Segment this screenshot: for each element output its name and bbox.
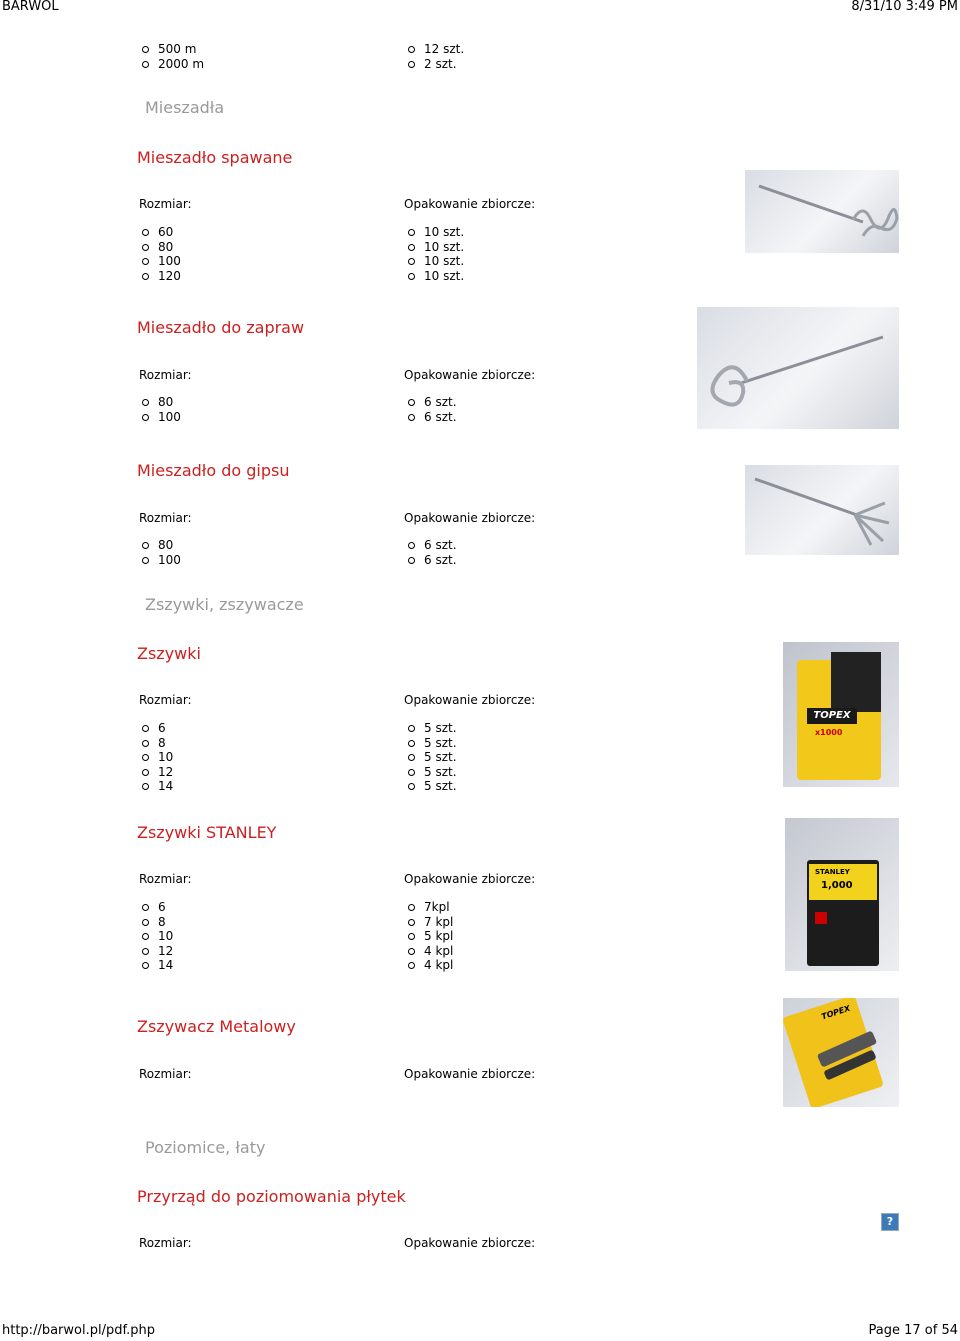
list-item: 10 szt. (403, 240, 464, 255)
size-list (137, 225, 181, 283)
product-title: Zszywki STANLEY (137, 823, 277, 842)
missing-image-icon: ? (881, 1213, 899, 1231)
list-item: 6 szt. (403, 553, 457, 568)
list-item: 12 (137, 765, 173, 780)
top-pack-list (403, 42, 464, 71)
product-title: Zszywki (137, 644, 201, 663)
size-list (137, 538, 181, 567)
category-heading-levels: Poziomice, łaty (145, 1138, 266, 1157)
list-item: 6 (137, 721, 173, 736)
header-title: BARWOL (2, 0, 59, 14)
list-item: 2000 m (137, 57, 204, 72)
mixer-plaster-photo (745, 465, 899, 555)
list-item: 80 (137, 240, 181, 255)
staple-count: x1000 (815, 728, 843, 737)
pack-label: Opakowanie zbiorcze: (404, 1067, 536, 1081)
list-item: 2 szt. (403, 57, 464, 72)
pack-list (403, 395, 457, 424)
product-title: Zszywacz Metalowy (137, 1017, 296, 1036)
size-label: Rozmiar: (139, 511, 192, 525)
pack-label: Opakowanie zbiorcze: (404, 1236, 536, 1250)
pack-label: Opakowanie zbiorcze: (404, 511, 536, 525)
list-item: 10 szt. (403, 254, 464, 269)
pack-list (403, 900, 453, 973)
pack-list (403, 721, 457, 794)
pack-list (403, 225, 464, 283)
list-item: 80 (137, 538, 181, 553)
size-label: Rozmiar: (139, 1067, 192, 1081)
pack-list (403, 538, 457, 567)
list-item: 100 (137, 553, 181, 568)
product-title: Przyrząd do poziomowania płytek (137, 1187, 406, 1206)
list-item: 7kpl (403, 900, 453, 915)
topex-logo: TOPEX (807, 708, 857, 724)
list-item: 4 kpl (403, 944, 453, 959)
pack-label: Opakowanie zbiorcze: (404, 368, 536, 382)
list-item: 7 kpl (403, 915, 453, 930)
list-item: 6 szt. (403, 395, 457, 410)
stanley-staples-box (785, 818, 899, 971)
list-item: 5 szt. (403, 750, 457, 765)
list-item: 8 (137, 915, 173, 930)
list-item: 14 (137, 958, 173, 973)
topex-staples-box (783, 642, 899, 787)
footer-url: http://barwol.pl/pdf.php (2, 1323, 155, 1338)
size-list (137, 900, 173, 973)
mixer-mortar-photo (697, 307, 899, 429)
list-item: 5 szt. (403, 779, 457, 794)
size-list (137, 721, 173, 794)
list-item: 12 szt. (403, 42, 464, 57)
list-item: 6 szt. (403, 410, 457, 425)
list-item: 500 m (137, 42, 204, 57)
list-item: 5 szt. (403, 721, 457, 736)
product-title: Mieszadło spawane (137, 148, 293, 167)
topex-stapler-pack (783, 998, 899, 1107)
list-item: 100 (137, 254, 181, 269)
list-item: 8 (137, 736, 173, 751)
list-item: 5 szt. (403, 736, 457, 751)
list-item: 6 szt. (403, 538, 457, 553)
list-item: 4 kpl (403, 958, 453, 973)
list-item: 10 szt. (403, 269, 464, 284)
list-item: 5 kpl (403, 929, 453, 944)
size-label: Rozmiar: (139, 197, 192, 211)
pack-label: Opakowanie zbiorcze: (404, 693, 536, 707)
size-label: Rozmiar: (139, 872, 192, 886)
list-item: 120 (137, 269, 181, 284)
list-item: 10 (137, 929, 173, 944)
size-label: Rozmiar: (139, 368, 192, 382)
list-item: 12 (137, 944, 173, 959)
list-item: 80 (137, 395, 181, 410)
header-datetime: 8/31/10 3:49 PM (851, 0, 958, 14)
pack-label: Opakowanie zbiorcze: (404, 197, 536, 211)
list-item: 14 (137, 779, 173, 794)
top-size-list (137, 42, 204, 71)
size-label: Rozmiar: (139, 693, 192, 707)
footer-page-number: Page 17 of 54 (868, 1323, 958, 1338)
size-list (137, 395, 181, 424)
list-item: 6 (137, 900, 173, 915)
category-heading-mixers: Mieszadła (145, 98, 225, 117)
staple-count: 1,000 (821, 880, 853, 891)
size-label: Rozmiar: (139, 1236, 192, 1250)
category-heading-staples: Zszywki, zszywacze (145, 595, 304, 614)
list-item: 10 (137, 750, 173, 765)
list-item: 60 (137, 225, 181, 240)
stanley-logo: STANLEY (815, 868, 850, 876)
topex-logo: TOPEX (820, 1003, 852, 1022)
pack-label: Opakowanie zbiorcze: (404, 872, 536, 886)
list-item: 100 (137, 410, 181, 425)
mixer-spiral-photo (745, 170, 899, 253)
list-item: 5 szt. (403, 765, 457, 780)
product-title: Mieszadło do gipsu (137, 461, 290, 480)
list-item: 10 szt. (403, 225, 464, 240)
product-title: Mieszadło do zapraw (137, 318, 305, 337)
